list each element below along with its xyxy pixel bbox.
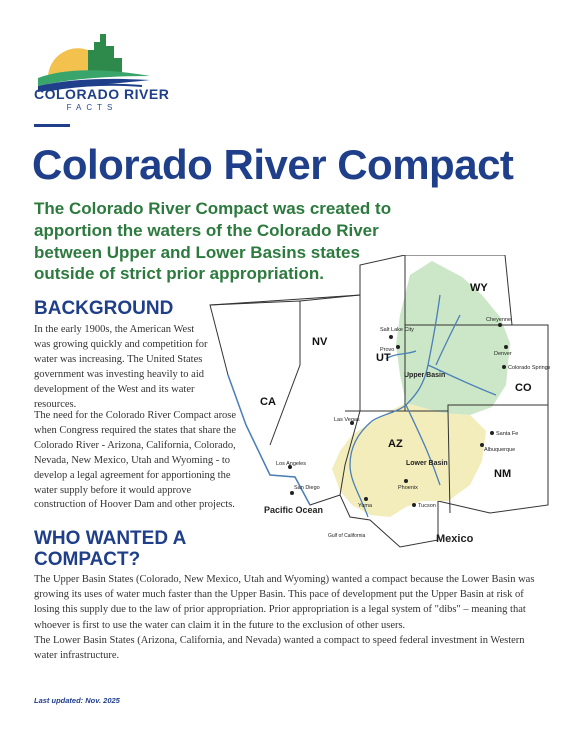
city-label-san-diego: San Diego xyxy=(294,485,320,491)
lower-basin-label: Lower Basin xyxy=(406,460,448,467)
who-wanted-heading: WHO WANTED A COMPACT? xyxy=(34,528,186,571)
city-label-provo: Provo xyxy=(380,347,395,353)
state-label-nm: NM xyxy=(494,468,512,480)
state-label-az: AZ xyxy=(388,438,403,450)
city-label-albuquerque: Albuquerque xyxy=(484,447,516,453)
city-label-phoenix: Phoenix xyxy=(398,485,418,491)
city-label-colorado-springs: Colorado Springs xyxy=(508,365,550,371)
pacific-ocean-label: Pacific Ocean xyxy=(264,505,324,515)
state-label-ca: CA xyxy=(260,396,276,408)
who-paragraph-1: The Upper Basin States (Colorado, New Mexico, Utah and Wyoming) wanted a compact because the Lower Basin was growing its uses of water much faster than the Upper Basin. This pace of development put the Upper Basin at risk of losing this supply due to the law of prior appropriation. Prior appropriation is a legal system of "dibs" – meaning that whoever is first to use the water can claim it in the future to the exclusion of other users. xyxy=(34,574,535,631)
state-label-ut: UT xyxy=(376,352,391,364)
page-title: Colorado River Compact xyxy=(32,141,514,188)
mexico-label: Mexico xyxy=(436,533,474,545)
background-paragraph-1: In the early 1900s, the American West was growing quickly and competition for water was increasing. The United States government was investing heavily to aid development of the West and its water resources. xyxy=(34,324,208,410)
background-paragraph-2: The need for the Colorado River Compact arose when Congress required the states that share the Colorado River - Arizona, California, Colorado, Nevada, New Mexico, Utah and Wyoming - to develop a legal agreement for apportioning the water supply before it would approve construction of Hoover Dam and other projects. xyxy=(34,410,237,511)
page-subtitle: The Colorado River Compact was created to apportion the waters of the Colorado River between Upper and Lower Basins states outside of strict prior appropriation. xyxy=(34,199,392,284)
last-updated: Last updated: Nov. 2025 xyxy=(34,696,120,705)
logo-wordmark xyxy=(34,86,170,112)
city-label-tucson: Tucson xyxy=(418,503,436,509)
who-paragraph-2: The Lower Basin States (Arizona, California, and Nevada) wanted a compact to speed federal investment in Western water infrastructure. xyxy=(34,635,525,662)
state-label-co: CO xyxy=(515,382,532,394)
title-divider xyxy=(34,124,70,127)
state-label-nv: NV xyxy=(312,336,328,348)
city-label-santa-fe: Santa Fe xyxy=(496,431,519,437)
city-label-cheyenne: Cheyenne xyxy=(486,317,512,323)
city-label-las-vegas: Las Vegas xyxy=(334,417,360,423)
background-heading: BACKGROUND xyxy=(34,298,174,319)
upper-basin-label: Upper Basin xyxy=(404,372,446,379)
city-label-salt-lake: Salt Lake City xyxy=(380,327,414,333)
city-label-denver: Denver xyxy=(494,351,512,357)
city-label-los-angeles: Los Angeles xyxy=(276,461,306,467)
colorado-river-basin-map xyxy=(200,255,550,555)
logo-name: COLORADO RIVER xyxy=(34,86,170,102)
logo-subname: FACTS xyxy=(66,103,118,112)
state-label-wy: WY xyxy=(470,282,488,294)
gulf-of-california-label: Gulf of California xyxy=(328,533,366,539)
city-label-yuma: Yuma xyxy=(358,503,373,509)
